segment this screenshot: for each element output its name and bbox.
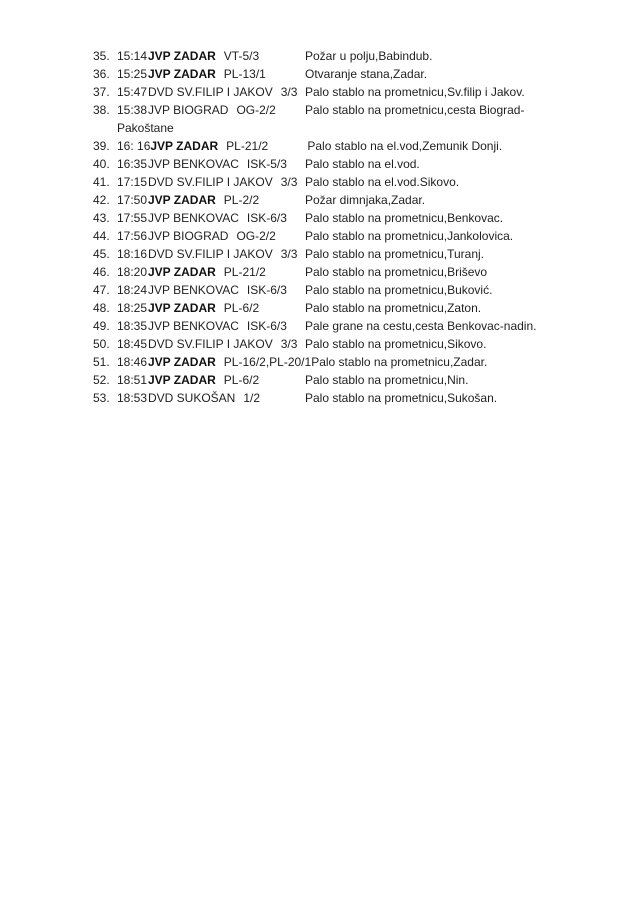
entry-time: 18:35 bbox=[117, 319, 148, 333]
entry-number: 51. bbox=[93, 355, 110, 369]
entry-unit-group bbox=[148, 281, 305, 299]
entry-description: Palo stablo na prometnicu,Sv.filip i Jakov. bbox=[305, 85, 525, 99]
entry-time: 18:16 bbox=[117, 247, 148, 261]
entry-number: 53. bbox=[93, 391, 110, 405]
entry-vehicle-code: ISK-6/3 bbox=[246, 283, 287, 297]
log-entry bbox=[93, 353, 627, 371]
entry-unit: JVP ZADAR bbox=[148, 265, 216, 279]
entry-time: 18:24 bbox=[117, 283, 148, 297]
entry-unit: DVD SV.FILIP I JAKOV bbox=[148, 247, 273, 261]
log-entry bbox=[93, 47, 627, 65]
entry-vehicle-code: PL-2/2 bbox=[223, 193, 260, 207]
entry-time: 18:53 bbox=[117, 391, 148, 405]
entry-unit: JVP ZADAR bbox=[148, 49, 216, 63]
entry-time: 17:56 bbox=[117, 229, 148, 243]
entry-unit: JVP BIOGRAD bbox=[148, 103, 229, 117]
entry-unit: DVD SUKOŠAN bbox=[148, 391, 236, 405]
entry-description: Pale grane na cestu,cesta Benkovac-nadin. bbox=[305, 319, 537, 333]
entry-vehicle-code: PL-21/2 bbox=[226, 139, 269, 153]
log-entry bbox=[93, 191, 627, 209]
entry-number: 46. bbox=[93, 265, 110, 279]
entry-unit-group bbox=[148, 83, 305, 101]
entry-description: Palo stablo na prometnicu,Buković. bbox=[305, 283, 493, 297]
entry-vehicle-code: PL-16/2,PL-20/1 bbox=[223, 355, 312, 369]
entry-number: 49. bbox=[93, 319, 110, 333]
entry-description: Požar u polju,Babindub. bbox=[305, 49, 433, 63]
log-entry bbox=[93, 371, 627, 389]
entry-description: Palo stablo na el.vod. bbox=[305, 157, 420, 171]
log-entry bbox=[93, 281, 627, 299]
entry-description: Palo stablo na prometnicu,Briševo bbox=[305, 265, 488, 279]
entry-description: Požar dimnjaka,Zadar. bbox=[305, 193, 426, 207]
entry-vehicle-code: 3/3 bbox=[280, 85, 298, 99]
entry-number: 40. bbox=[93, 157, 110, 171]
entry-time: 18:45 bbox=[117, 337, 148, 351]
entry-description: Palo stablo na prometnicu,Turanj. bbox=[305, 247, 484, 261]
intervention-log bbox=[93, 47, 627, 407]
entry-number: 42. bbox=[93, 193, 110, 207]
entry-unit-group bbox=[150, 137, 307, 155]
entry-description: Palo stablo na prometnicu,Sukošan. bbox=[305, 391, 498, 405]
entry-time: 17:15 bbox=[117, 175, 148, 189]
entry-unit-group bbox=[148, 389, 305, 407]
log-entry bbox=[93, 299, 627, 317]
entry-vehicle-code: OG-2/2 bbox=[236, 229, 276, 243]
entry-vehicle-code: 3/3 bbox=[280, 175, 298, 189]
entry-description: Palo stablo na el.vod,Zemunik Donji. bbox=[307, 139, 503, 153]
entry-description: Palo stablo na prometnicu,Zadar. bbox=[311, 355, 488, 369]
entry-unit-group bbox=[148, 335, 305, 353]
entry-number: 48. bbox=[93, 301, 110, 315]
log-entry bbox=[93, 155, 627, 173]
entry-unit-group bbox=[148, 371, 305, 389]
entry-time: 18:20 bbox=[117, 265, 148, 279]
entry-vehicle-code: PL-21/2 bbox=[223, 265, 266, 279]
entry-number: 37. bbox=[93, 85, 110, 99]
log-entry bbox=[93, 245, 627, 263]
entry-unit: JVP ZADAR bbox=[150, 139, 219, 153]
entry-time: 16: 16 bbox=[117, 139, 151, 153]
entry-unit: DVD SV.FILIP I JAKOV bbox=[148, 175, 273, 189]
entry-vehicle-code: PL-6/2 bbox=[223, 373, 260, 387]
entry-vehicle-code: 1/2 bbox=[243, 391, 261, 405]
entry-unit-group bbox=[148, 353, 311, 371]
entry-number: 36. bbox=[93, 67, 110, 81]
entry-time: 18:51 bbox=[117, 373, 148, 387]
entry-unit: JVP BENKOVAC bbox=[148, 283, 239, 297]
entry-number: 43. bbox=[93, 211, 110, 225]
entry-description: Palo stablo na prometnicu,cesta Biograd- bbox=[305, 103, 525, 117]
entry-number: 35. bbox=[93, 49, 110, 63]
entry-description: Palo stablo na el.vod.Sikovo. bbox=[305, 175, 460, 189]
entry-time: 15:38 bbox=[117, 103, 148, 117]
log-entry bbox=[93, 227, 627, 245]
entry-time: 15:47 bbox=[117, 85, 148, 99]
entry-vehicle-code: 3/3 bbox=[280, 337, 298, 351]
entry-unit-group bbox=[148, 101, 305, 119]
entry-number: 44. bbox=[93, 229, 110, 243]
entry-time: 15:14 bbox=[117, 49, 148, 63]
entry-unit: JVP ZADAR bbox=[148, 67, 216, 81]
entry-time: 15:25 bbox=[117, 67, 148, 81]
entry-unit-group bbox=[148, 155, 305, 173]
entry-time: 18:25 bbox=[117, 301, 148, 315]
entry-time: 18:46 bbox=[117, 355, 148, 369]
log-entry bbox=[93, 83, 627, 101]
entry-unit: JVP ZADAR bbox=[148, 373, 216, 387]
entry-unit-group bbox=[148, 173, 305, 191]
entry-unit: DVD SV.FILIP I JAKOV bbox=[148, 337, 273, 351]
entry-description: Palo stablo na prometnicu,Nin. bbox=[305, 373, 469, 387]
entry-vehicle-code: VT-5/3 bbox=[223, 49, 260, 63]
entry-time: 17:55 bbox=[117, 211, 148, 225]
entry-unit: JVP BENKOVAC bbox=[148, 319, 239, 333]
entry-unit-group bbox=[148, 65, 305, 83]
entry-number: 47. bbox=[93, 283, 110, 297]
entry-vehicle-code: PL-13/1 bbox=[223, 67, 266, 81]
entry-time: 16:35 bbox=[117, 157, 148, 171]
entry-vehicle-code: PL-6/2 bbox=[223, 301, 260, 315]
entry-time: 17:50 bbox=[117, 193, 148, 207]
entry-unit: JVP ZADAR bbox=[148, 301, 216, 315]
entry-unit: DVD SV.FILIP I JAKOV bbox=[148, 85, 273, 99]
entry-description: Palo stablo na prometnicu,Zaton. bbox=[305, 301, 482, 315]
entry-unit-group bbox=[148, 317, 305, 335]
entry-unit: JVP BENKOVAC bbox=[148, 157, 239, 171]
entry-number: 45. bbox=[93, 247, 110, 261]
entry-unit-group bbox=[148, 209, 305, 227]
entry-unit-group bbox=[148, 191, 305, 209]
log-entry bbox=[93, 335, 627, 353]
log-entry bbox=[93, 209, 627, 227]
log-entry bbox=[93, 65, 627, 83]
entry-number: 50. bbox=[93, 337, 110, 351]
log-entry bbox=[93, 263, 627, 281]
entry-unit-group bbox=[148, 47, 305, 65]
entry-number: 39. bbox=[93, 139, 110, 153]
entry-number: 38. bbox=[93, 103, 110, 117]
entry-number: 52. bbox=[93, 373, 110, 387]
log-entry-continuation bbox=[93, 119, 627, 137]
log-entry bbox=[93, 389, 627, 407]
entry-unit: JVP BIOGRAD bbox=[148, 229, 229, 243]
entry-vehicle-code: 3/3 bbox=[280, 247, 298, 261]
entry-description-continuation: Pakoštane bbox=[117, 121, 174, 135]
log-entry bbox=[93, 173, 627, 191]
entry-unit-group bbox=[148, 299, 305, 317]
entry-unit: JVP BENKOVAC bbox=[148, 211, 239, 225]
entry-unit-group bbox=[148, 227, 305, 245]
log-entry bbox=[93, 137, 627, 155]
entry-description: Otvaranje stana,Zadar. bbox=[305, 67, 428, 81]
entry-number: 41. bbox=[93, 175, 110, 189]
entry-unit-group bbox=[148, 245, 305, 263]
entry-unit: JVP ZADAR bbox=[148, 193, 216, 207]
log-entry bbox=[93, 101, 627, 119]
entry-unit: JVP ZADAR bbox=[148, 355, 216, 369]
log-entry bbox=[93, 317, 627, 335]
entry-vehicle-code: ISK-6/3 bbox=[246, 319, 287, 333]
entry-description: Palo stablo na prometnicu,Benkovac. bbox=[305, 211, 504, 225]
entry-description: Palo stablo na prometnicu,Sikovo. bbox=[305, 337, 487, 351]
entry-vehicle-code: ISK-6/3 bbox=[246, 211, 287, 225]
entry-vehicle-code: OG-2/2 bbox=[236, 103, 276, 117]
entry-vehicle-code: ISK-5/3 bbox=[246, 157, 287, 171]
entry-unit-group bbox=[148, 263, 305, 281]
entry-description: Palo stablo na prometnicu,Jankolovica. bbox=[305, 229, 514, 243]
